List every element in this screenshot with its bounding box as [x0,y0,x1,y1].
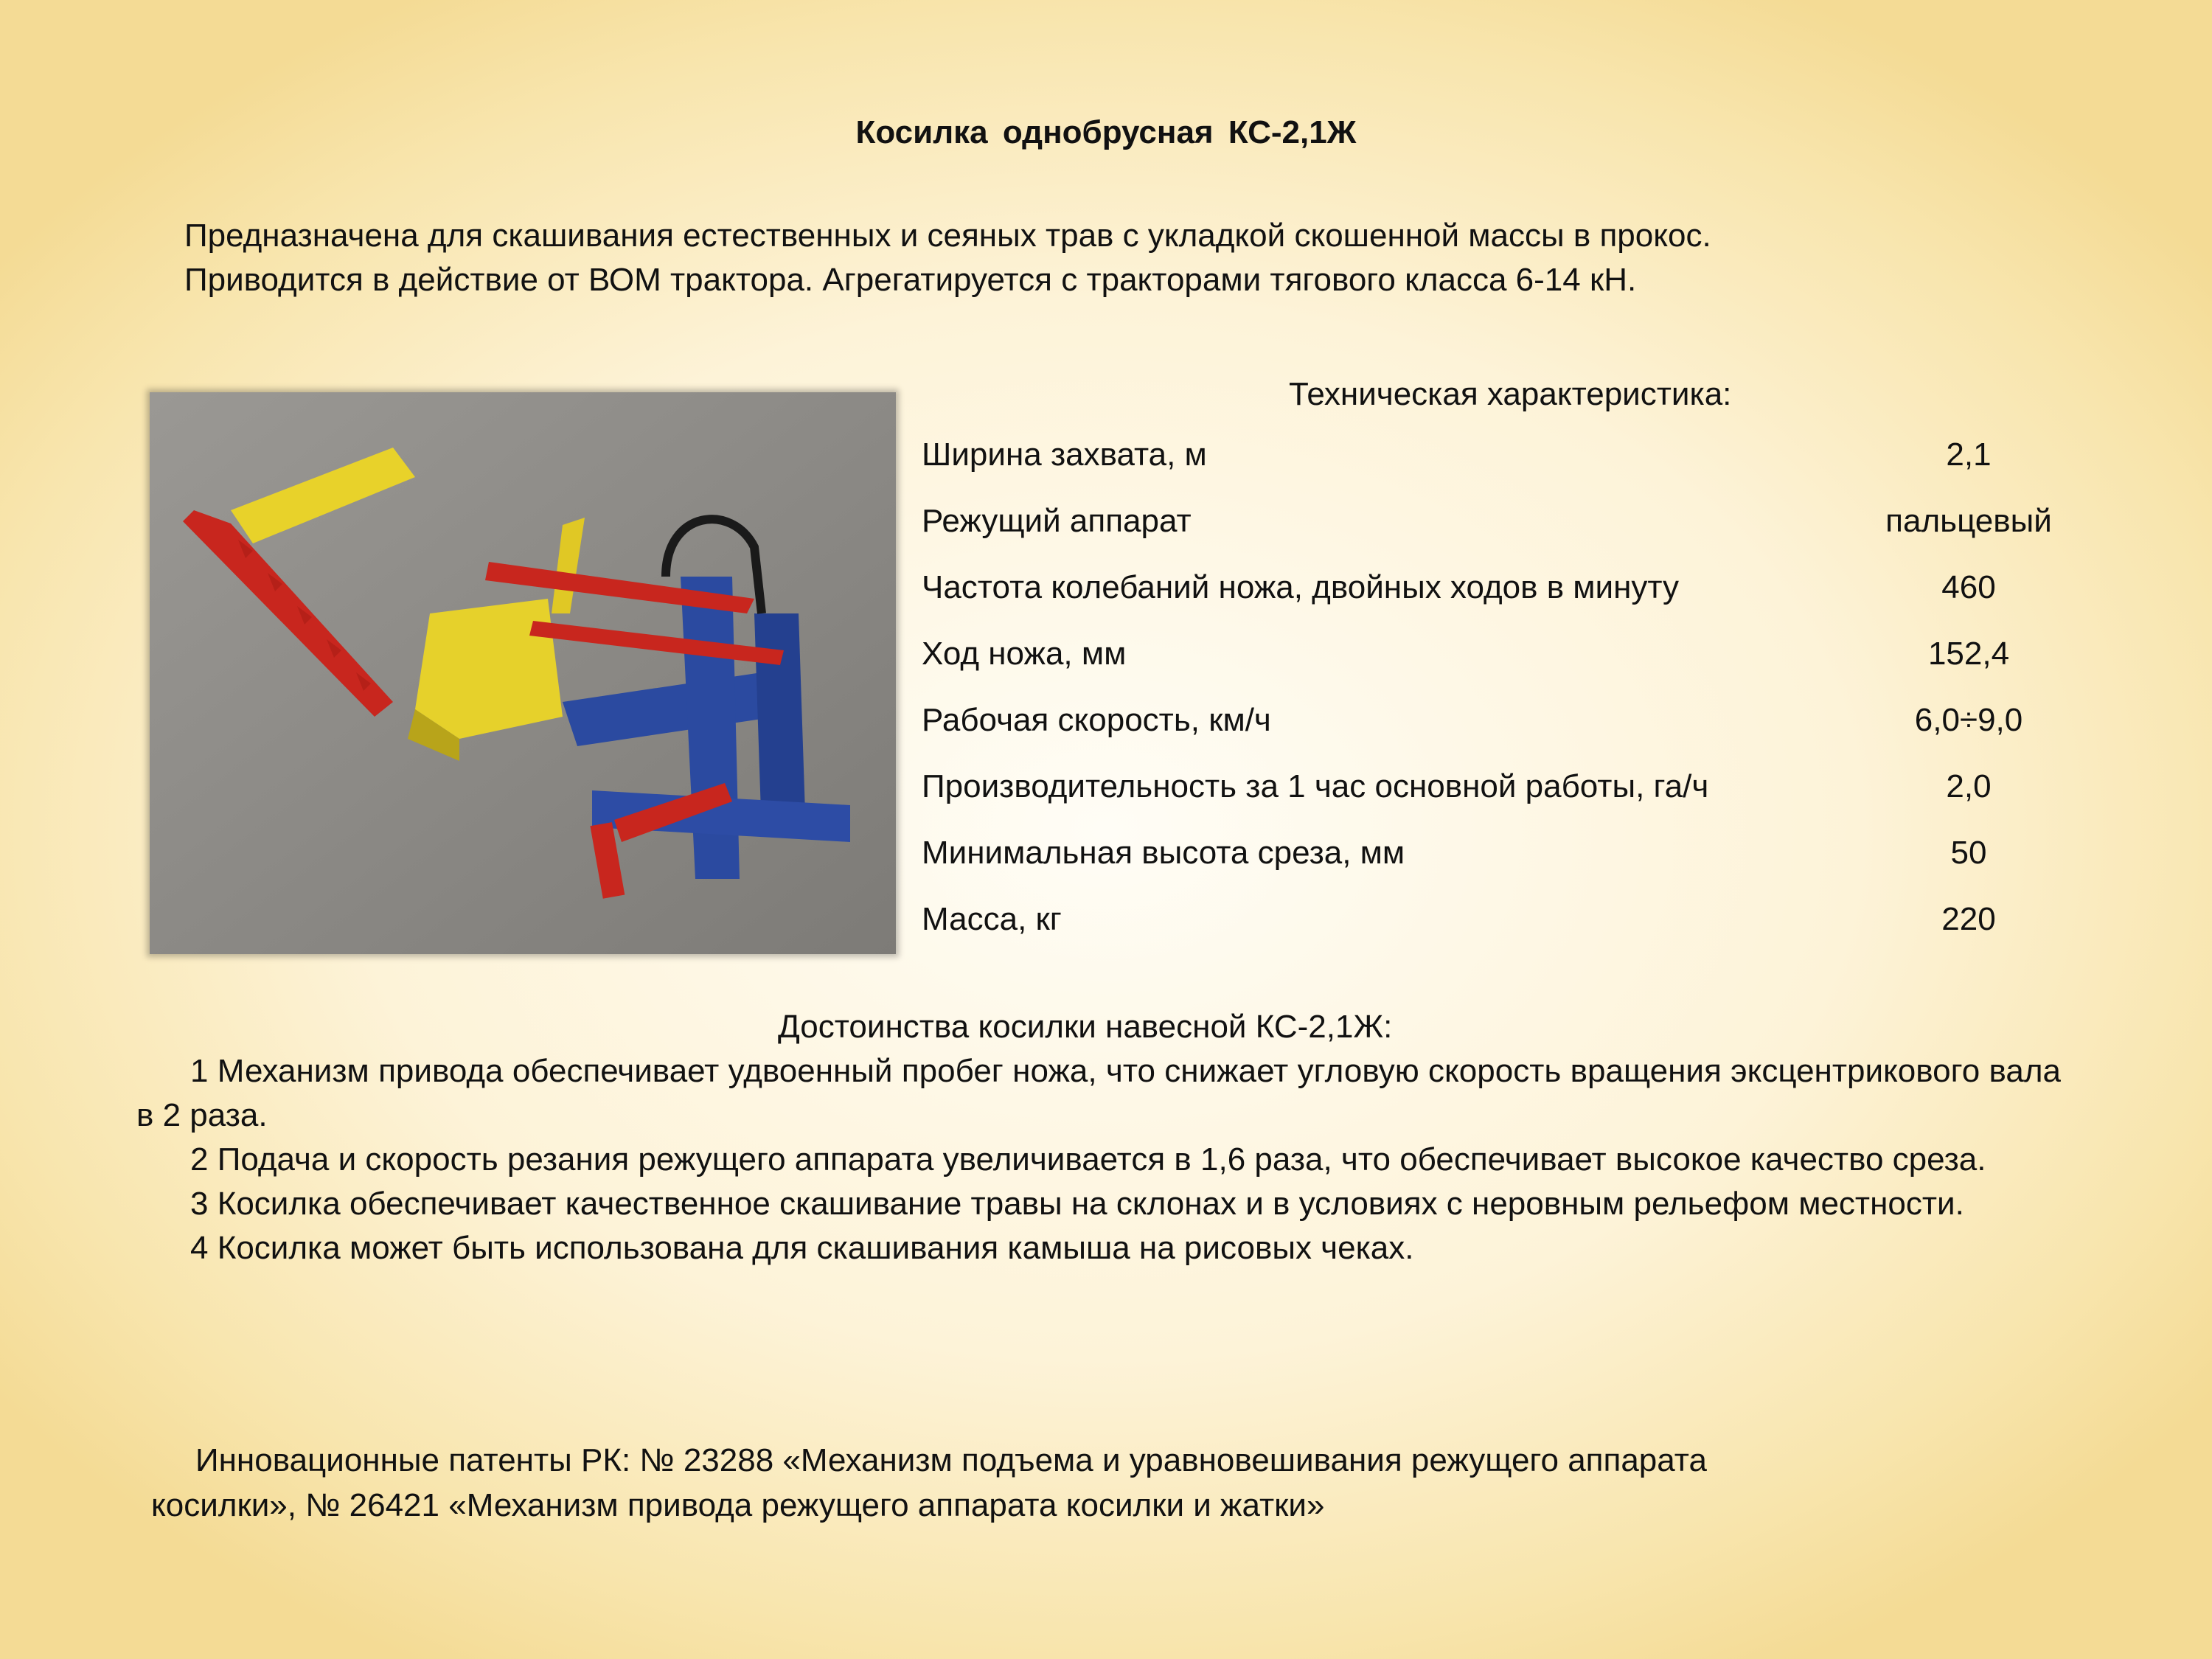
spec-value: 2,1 [1946,437,1992,473]
spec-value: 220 [1941,901,1996,937]
advantage-item: 2 Подача и скорость резания режущего аппарата увеличивается в 1,6 раза, что обеспечивает высокое качество среза. [190,1141,1986,1178]
intro-line-1: Предназначена для скашивания естественных и сеяных трав с укладкой скошенной массы в прокос. [184,218,1711,254]
spec-value: 6,0÷9,0 [1914,702,2023,738]
spec-label: Ширина захвата, м [922,437,1207,473]
spec-label: Режущий аппарат [922,503,1192,539]
spec-row [922,702,2087,754]
spec-label: Минимальная высота среза, мм [922,835,1405,871]
spec-value: пальцевый [1885,503,2052,539]
spec-value: 152,4 [1927,636,2010,672]
advantage-item: 1 Механизм привода обеспечивает удвоенный пробег ножа, что снижает угловую скорость вращения эксцентрикового вала в 2 раза. [136,1053,2061,1133]
mower-photo [150,392,896,954]
document-title: Косилка однобрусная КС-2,1Ж [855,114,1357,150]
spec-label: Частота колебаний ножа, двойных ходов в минуту [922,569,1680,605]
advantages-list [136,1049,2061,1270]
spec-row [922,569,2087,621]
advantage-item: 3 Косилка обеспечивает качественное скашивание травы на склонах и в условиях с неровным рельефом местности. [190,1186,1964,1222]
patents-note [151,1438,2142,1528]
spec-row [922,437,2087,488]
patent-line-1: Инновационные патенты РК: № 23288 «Механизм подъема и уравновешивания режущего аппарата [195,1442,1707,1478]
specs-heading: Техническая характеристика: [1289,376,1732,412]
spec-value: 2,0 [1946,768,1992,804]
spec-value: 460 [1941,569,1996,605]
spec-label: Рабочая скорость, км/ч [922,702,1271,738]
mower-illustration [150,392,896,954]
spec-label: Масса, кг [922,901,1062,937]
spec-label: Ход ножа, мм [922,636,1127,672]
spec-value: 50 [1950,835,1987,871]
advantages-heading: Достоинства косилки навесной КС-2,1Ж: [778,1009,1393,1045]
spec-row [922,768,2087,820]
advantage-item: 4 Косилка может быть использована для скашивания камыша на рисовых чеках. [190,1230,1414,1266]
spec-row [922,503,2087,554]
spec-row [922,835,2087,886]
patent-line-2: косилки», № 26421 «Механизм привода режущего аппарата косилки и жатки» [151,1487,1325,1523]
intro-line-2: Приводится в действие от ВОМ трактора. Агрегатируется с тракторами тягового класса 6-14 кН. [184,262,1637,298]
spec-row [922,901,2087,953]
spec-row [922,636,2087,687]
spec-label: Производительность за 1 час основной работы, га/ч [922,768,1709,804]
